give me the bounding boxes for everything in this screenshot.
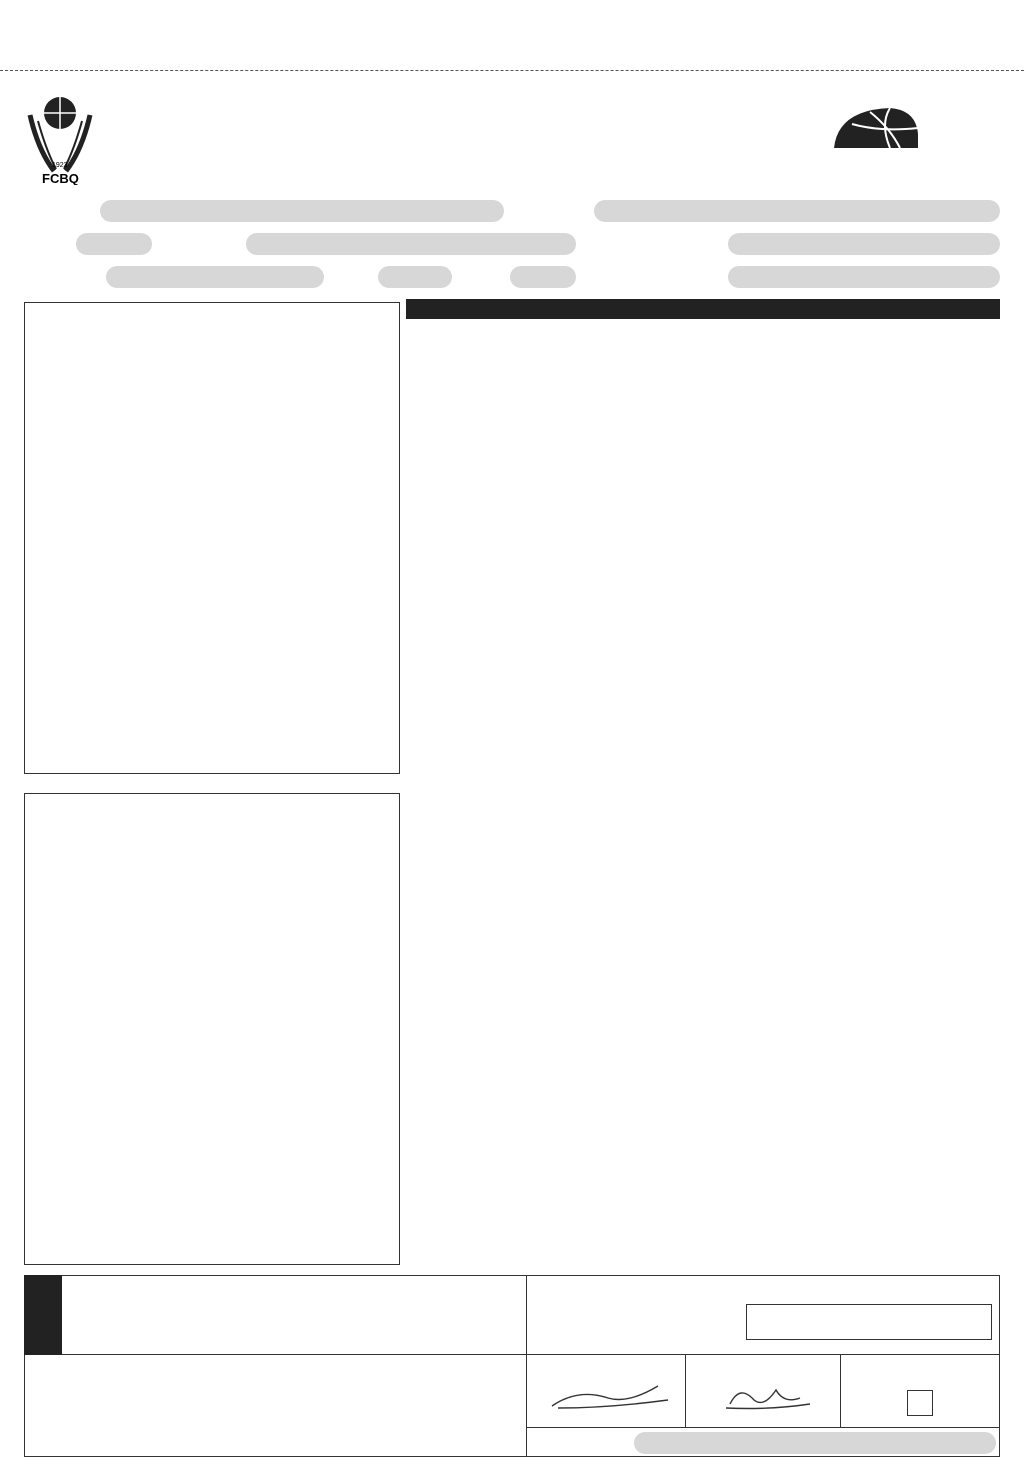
period-results	[62, 1275, 526, 1355]
officials-list	[24, 1355, 524, 1457]
results-divider	[526, 1275, 527, 1355]
time-field	[510, 266, 576, 288]
points-title	[406, 299, 1000, 319]
points-grid	[406, 319, 1000, 1265]
sig-divider	[526, 1355, 527, 1457]
winner-field	[746, 1304, 992, 1340]
team-a-field	[100, 200, 504, 222]
results-label-bar	[24, 1275, 62, 1355]
category-field	[246, 233, 576, 255]
team-b-field	[594, 200, 1000, 222]
svg-text:1923: 1923	[52, 162, 68, 169]
fcbq-logo	[24, 95, 114, 185]
final-score	[534, 1304, 734, 1344]
game-number	[76, 233, 152, 255]
basquetcatala-logo	[830, 104, 920, 148]
delegate-field	[634, 1432, 996, 1454]
sig-divider-3	[840, 1355, 841, 1427]
svg-text:FCBQ: FCBQ	[42, 171, 79, 185]
aux-referee-field	[728, 266, 1000, 288]
team-b-block	[24, 793, 400, 1265]
location-field	[106, 266, 324, 288]
referee-field	[728, 233, 1000, 255]
referee-signature	[548, 1378, 678, 1414]
cut-line	[0, 70, 1024, 71]
delegate-line	[526, 1427, 1000, 1428]
aux-referee-signature	[720, 1378, 820, 1414]
team-a-block	[24, 302, 400, 774]
protest-checkbox[interactable]	[907, 1390, 933, 1416]
sig-divider-2	[685, 1355, 686, 1427]
date-field	[378, 266, 452, 288]
